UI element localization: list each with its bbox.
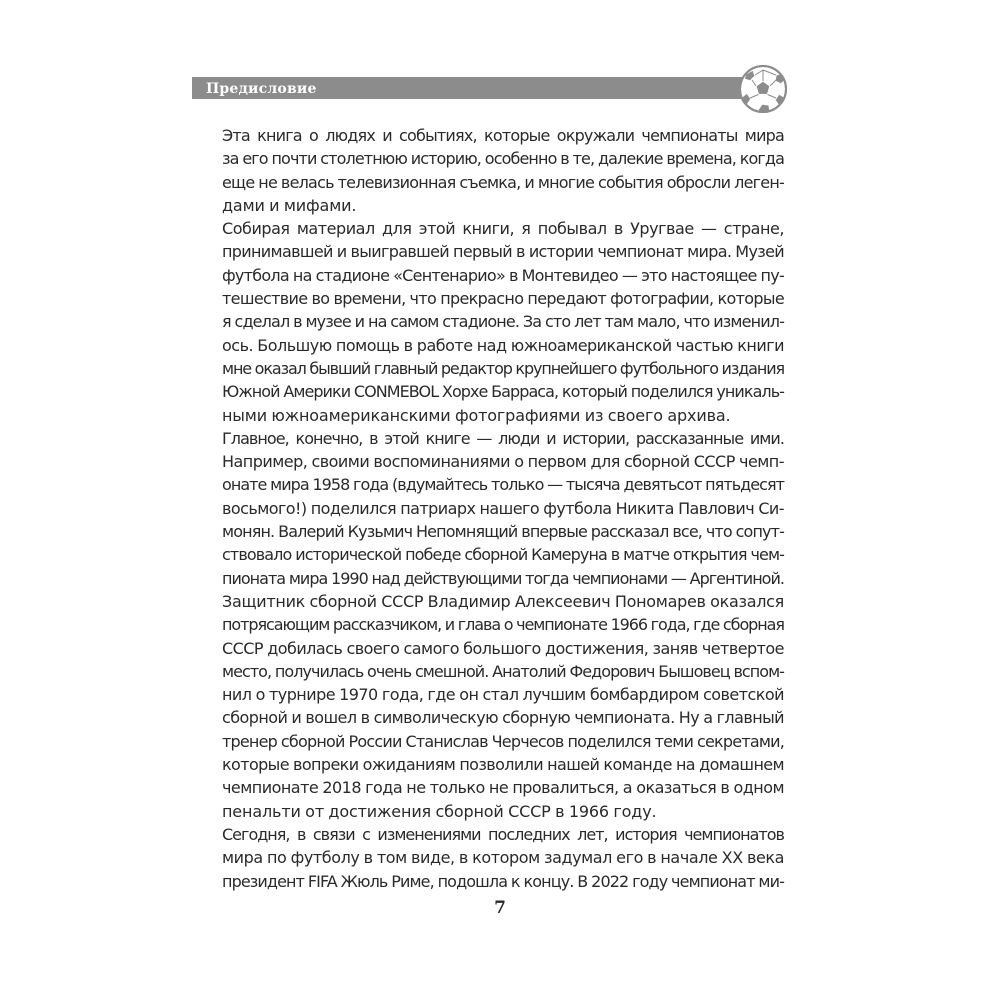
text-line: Южной Америки CONMEBOL Хорхе Барраса, который поделился уникаль- xyxy=(222,382,784,402)
text-line: ось. Большую помощь в работе над южноамериканской частью книги xyxy=(222,335,784,355)
text-line: пионата мира 1990 над действующими тогда чемпионами — Аргентиной. xyxy=(222,568,784,588)
text-line: дами и мифами. xyxy=(222,195,357,215)
text-line: нил о турнире 1970 года, где он стал лучшим бомбардиром советской xyxy=(222,685,784,705)
text-line: СССР добилась своего самого большого достижения, заняв четвертое xyxy=(222,638,784,658)
text-line: тренер сборной России Станислав Черчесов поделился теми секретами, xyxy=(222,731,784,751)
text-line: чемпионате 2018 года не только не провалиться, а оказаться в одном xyxy=(222,778,784,798)
page-number: 7 xyxy=(494,898,506,918)
text-line: Эта книга о людях и событиях, которые окружали чемпионаты мира xyxy=(222,126,784,145)
paragraph xyxy=(192,124,784,217)
text-line: я сделал в музее и на самом стадионе. За сто лет там мало, что изменил- xyxy=(222,312,784,332)
text-line: президент FIFA Жюль Риме, подошла к концу. В 2022 году чемпионат ми- xyxy=(222,871,784,891)
text-line: Сегодня, в связи с изменениями последних лет, история чемпионатов xyxy=(222,824,784,844)
paragraph xyxy=(192,823,784,893)
text-line: тешествие во времени, что прекрасно передают фотографии, которые xyxy=(222,289,784,309)
body-text xyxy=(192,124,784,893)
text-line: монян. Валерий Кузьмич Непомнящий впервые рассказал все, что сопут- xyxy=(222,522,784,542)
text-line: Например, своими воспоминаниями о первом для сборной СССР чемп- xyxy=(222,452,784,472)
soccer-ball-icon xyxy=(738,64,788,114)
text-line: которые вопреки ожиданиям позволили нашей команде на домашнем xyxy=(222,755,784,775)
text-line: мне оказал бывший главный редактор крупнейшего футбольного издания xyxy=(222,358,784,378)
paragraph xyxy=(192,217,784,427)
text-line: онате мира 1958 года (вдумайтесь только — тысяча девятьсот пятьдесят xyxy=(222,475,784,495)
text-line: ными южноамериканскими фотографиями из своего архива. xyxy=(222,405,731,425)
text-line: Главное, конечно, в этой книге — люди и истории, рассказанные ими. xyxy=(222,428,784,448)
text-line: сборной и вошел в символическую сборную чемпионата. Ну а главный xyxy=(222,708,784,728)
text-line: потрясающим рассказчиком, и глава о чемпионате 1966 года, где сборная xyxy=(222,615,784,635)
text-line: место, получилась очень смешной. Анатолий Федорович Бышовец вспом- xyxy=(222,661,784,681)
text-line: принимавшей и выигравшей первый в истории чемпионат мира. Музей xyxy=(222,242,784,262)
section-title: Предисловие xyxy=(206,81,317,97)
text-line: футбола на стадионе «Сентенарио» в Монтевидео — это настоящее пу- xyxy=(222,265,784,285)
text-line: за его почти столетнюю историю, особенно в те, далекие времена, когда xyxy=(222,149,784,169)
text-line: ствовало исторической победе сборной Камеруна в матче открытия чем- xyxy=(222,545,784,565)
paragraph xyxy=(192,427,784,823)
text-line: Собирая материал для этой книги, я побывал в Уругвае — стране, xyxy=(222,219,784,239)
text-line: Защитник сборной СССР Владимир Алексеевич Пономарев оказался xyxy=(222,591,784,611)
text-line: мира по футболу в том виде, в котором задумал его в начале XX века xyxy=(222,848,784,868)
text-line: еще не велась телевизионная съемка, и многие события обросли леген- xyxy=(222,172,784,192)
text-line: восьмого!) поделился патриарх нашего футбола Никита Павлович Си- xyxy=(222,498,784,518)
text-line: пенальти от достижения сборной СССР в 1966 году. xyxy=(222,801,657,821)
